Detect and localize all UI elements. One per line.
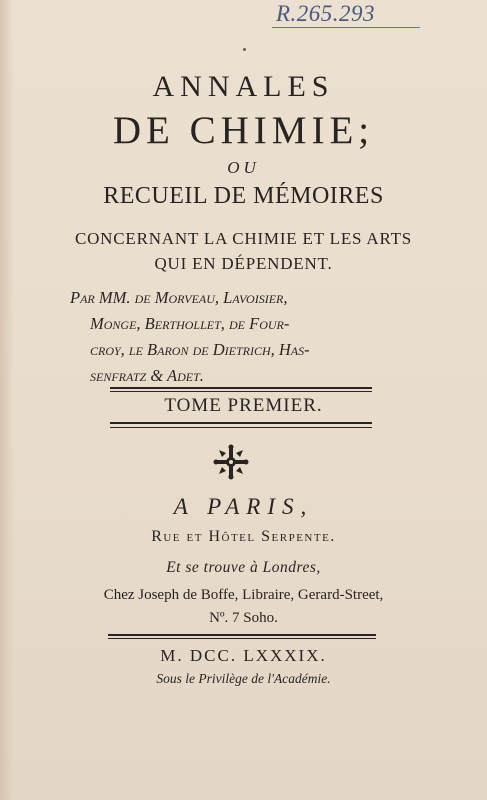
title-recueil: RECUEIL DE MÉMOIRES: [103, 183, 384, 209]
rule-before-date: [108, 634, 376, 636]
authors-line-3: croy, le Baron de Dietrich, Has-: [90, 340, 310, 359]
authors-line-1: Par MM. de Morveau, Lavoisier,: [70, 288, 288, 307]
rule-bottom-volume-thin: [110, 427, 372, 428]
authors-line-4: senfratz & Adet.: [90, 366, 204, 385]
rule-bottom-volume: [110, 422, 372, 424]
publication-date: M. DCC. LXXXIX.: [160, 646, 327, 665]
authors-line-2: Monge, Berthollet, de Four-: [90, 314, 290, 333]
subtitle-line-2: QUI EN DÉPENDENT.: [154, 254, 333, 273]
imprint-street: Rue et Hôtel Serpente.: [151, 528, 336, 545]
imprint-bookseller: Chez Joseph de Boffe, Libraire, Gerard-Street,: [103, 587, 384, 603]
title-ou: OU: [227, 158, 260, 177]
shelfmark-underline: [272, 27, 420, 28]
authors-block: [70, 285, 415, 389]
floral-fleuron-icon: [213, 444, 249, 480]
rule-before-date-thin: [108, 638, 376, 639]
rule-top-volume: [110, 387, 372, 389]
shelfmark: R.265.293: [276, 1, 376, 26]
volume-label: TOME PREMIER.: [164, 395, 323, 416]
imprint-address: Nº. 7 Soho.: [209, 610, 278, 626]
imprint-london: Et se trouve à Londres,: [166, 559, 321, 576]
subtitle-line-1: CONCERNANT LA CHIMIE ET LES ARTS: [74, 229, 413, 248]
privilege-note: Sous le Privilège de l'Académie.: [156, 671, 331, 686]
rule-top-volume-thin: [110, 391, 372, 392]
title-de-chimie: DE CHIMIE;: [112, 109, 375, 152]
title-annales: ANNALES: [152, 70, 335, 103]
imprint-city: A PARIS,: [173, 494, 314, 519]
ink-dot: [243, 48, 246, 51]
